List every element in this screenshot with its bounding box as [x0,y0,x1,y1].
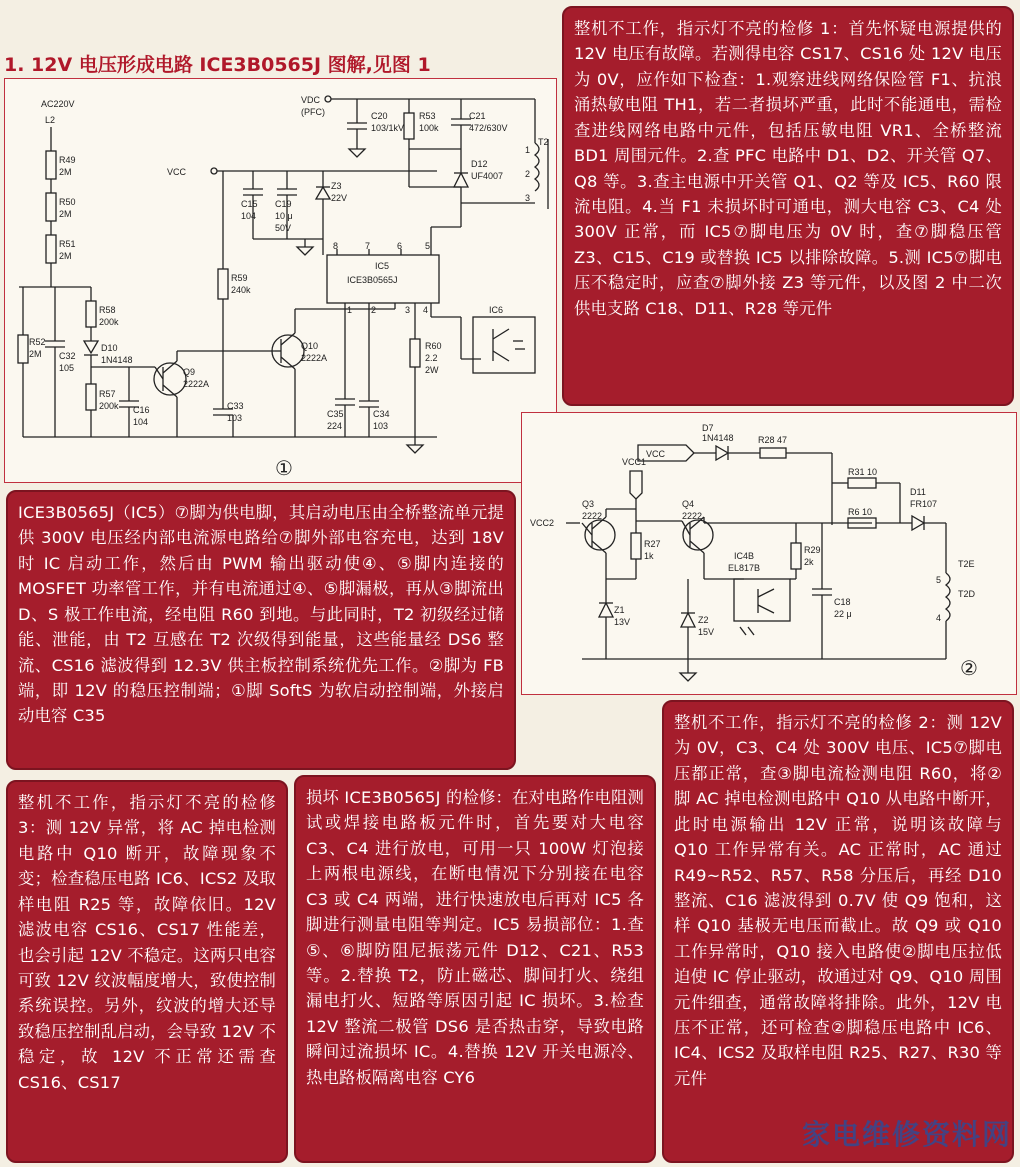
label-r29: R29 [804,545,821,555]
figure-1-schematic [5,79,558,484]
label-r49: R49 [59,155,76,165]
label-r31: R31 10 [848,467,878,477]
principle-note [6,490,516,770]
label-c19-value-1: 10 μ [275,211,293,221]
label-r50: R50 [59,197,76,207]
label-d7-value: 1N4148 [702,433,734,443]
figure-2-circuit [521,412,1017,695]
label-r60-value-1: 2.2 [425,353,438,363]
label-ic5-pin4: 4 [423,305,429,315]
label-ic5-pin8: 8 [333,241,339,251]
label-c35: C35 [327,409,344,419]
principle-note-text: ICE3B0565J（IC5）⑦脚为供电脚，其启动电压由全桥整流单元提供 300V 电压经内部电流源电路给⑦脚外部电容充电，达到 18V 时 IC 启动工作，然后由 PWM 输出驱动使④、⑤脚内连接的 MOSFET 功率管工作，并有电流通过④、⑤脚漏极，再从③脚流出 D、S 极工作电流，经电阻 R60 到地。与此同时，T2 初级经过储能、泄能，由 T2 互感在 T2 次级得到能量，这些能量经 DS6 整流、CS16 滤波得到 12.3V 供主板控制系统优先工作。②脚为 FB 端，即 12V 的稳压控制端；①脚 SoftS 为软启动控制端，外接启动电容 C35 [18,503,504,726]
label-t2-pin1: 1 [525,145,531,155]
label-z2-value: 15V [698,627,715,637]
label-r60-value-2: 2W [425,365,439,375]
label-ic5-pin5: 5 [425,241,431,251]
label-ic4b: IC4B [734,551,755,561]
repair-note-1 [562,6,1014,406]
repair-note-1-text: 整机不工作，指示灯不亮的检修 1：首先怀疑电源提供的 12V 电压有故障。若测得电容 CS17、CS16 处 12V 电压为 0V，应作如下检查：1.观察进线网络保险管 F1、抗浪涌热敏电阻 TH1，若二者损坏严重，此时不能通电，需检查进线网络电路中元件，包括压敏电阻 VR1、全桥整流 BD1 周围元件。2.查 PFC 电路中 D1、D2、开关管 Q7、Q8 等。3.查主电源中开关管 Q1、Q2 等及 IC5、R60 限流电阻。4.当 F1 未损坏时可通电，测大电容 C3、C4 处 300V 正常，而 IC5⑦脚电压为 0V 时，查⑦脚稳压管 Z3、C15、C19 或替换 IC5 以排除故障。5.测 IC5⑦脚电压不稳定时，应查⑦脚外接 Z3 等元件，以及图 2 中二次供电支路 C18、D11、R28 等元件 [574,19,1002,318]
label-r52-value: 2M [29,349,42,359]
label-ic6: IC6 [489,305,504,315]
label-d11: D11 [910,487,926,497]
label-l2: L2 [45,115,56,125]
label-ic5-pin1: 1 [347,305,353,315]
label-t2d: T2D [958,589,976,599]
label-z3: Z3 [331,181,342,191]
label-r57-value: 200k [99,401,119,411]
label-r50-value: 2M [59,209,72,219]
label-ic5-value: ICE3B0565J [347,275,398,285]
label-d12: D12 [471,159,488,169]
label-r6: R6 10 [848,507,873,517]
label-c21-value: 472/630V [469,123,508,133]
figure-1-circuit [4,78,557,483]
label-q3-value: 2222 [582,511,603,521]
label-c33-value: 103 [227,413,243,423]
label-z1-value: 13V [614,617,631,627]
damage-repair-note-text: 损坏 ICE3B0565J 的检修：在对电路作电阻测试或焊接电路板元件时，首先要对大电容 C3、C4 进行放电，可用一只 100W 灯泡接上两根电源线，在断电情况下分别接在电容 C3 或 C4 两端，进行快速放电后再对 IC5 各脚进行测量电阻等判定。IC5 易损部位：1.查⑤、⑥脚防阻尼振荡元件 D12、C21、R53 等。2.替换 T2，防止磁芯、脚间打火、绕组漏电打火、短路等原因引起 IC 损坏。3.检查 12V 整流二极管 DS6 是否热击穿，导致电路瞬间过流损坏 IC。4.替换 12V 开关电源冷、热电路板隔离电容 CY6 [306,788,644,1087]
label-q10: Q10 [301,341,319,351]
label-q10-value: 2222A [301,353,328,363]
page-heading: 1. 12V 电压形成电路 ICE3B0565J 图解,见图 1 [4,54,431,76]
label-c15: C15 [241,199,258,209]
label-r52: R52 [29,337,46,347]
label-c20-value: 103/1kV [371,123,405,133]
label-d10: D10 [101,343,118,353]
label-q4: Q4 [682,499,695,509]
label-t2-pin4: 4 [936,613,942,623]
label-r59: R59 [231,273,248,283]
label-c19-value-2: 50V [275,223,292,233]
label-ic5-pin6: 6 [397,241,403,251]
label-t2: T2 [538,137,549,147]
label-c15-value: 104 [241,211,257,221]
label-c32: C32 [59,351,76,361]
label-c33: C33 [227,401,244,411]
damage-repair-note [294,775,656,1163]
repair-note-3-text: 整机不工作，指示灯不亮的检修 3：测 12V 异常，将 AC 掉电检测电路中 Q10 断开，故障现象不变；检查稳压电路 IC6、ICS2 及取样电阻 R25 等，故障依旧。12V 滤波电容 CS16、CS17 性能差，也会引起 12V 不稳定。这两只电容可致 12V 纹波幅度增大，致使控制系统误控。另外，纹波的增大还导致稳压控制乱启动，会导致 12V 不稳定，故 12V 不正常还需查 CS16、CS17 [18,793,276,1092]
figure-2-schematic [522,413,1018,696]
label-q4-value: 2222 [682,511,703,521]
label-c16-value: 104 [133,417,149,427]
site-watermark: 家电维修资料网 [801,1118,1012,1151]
figure-1-number: ① [275,458,293,480]
label-q9: Q9 [183,367,196,377]
label-r58: R58 [99,305,116,315]
label-fig2-vcc: VCC [646,449,666,459]
label-ic5: IC5 [375,261,390,271]
label-q9-value: 2222A [183,379,210,389]
label-r29-value: 2k [804,557,814,567]
label-t2-pin5: 5 [936,575,942,585]
label-r59-value: 240k [231,285,251,295]
label-vcc: VCC [167,167,187,177]
label-vcc2: VCC2 [530,518,555,528]
label-c16: C16 [133,405,150,415]
label-c35-value: 224 [327,421,343,431]
label-d11-value: FR107 [910,499,938,509]
repair-note-3 [6,780,288,1163]
label-r51-value: 2M [59,251,72,261]
label-r53: R53 [419,111,436,121]
label-r27-value: 1k [644,551,654,561]
label-t2e: T2E [958,559,975,569]
label-pfc: (PFC) [301,107,325,117]
label-r53-value: 100k [419,123,439,133]
label-t2-pin2: 2 [525,169,531,179]
label-q3: Q3 [582,499,595,509]
label-ac220v: AC220V [41,99,75,109]
label-t2-pin3: 3 [525,193,531,203]
label-c32-value: 105 [59,363,75,373]
label-r49-value: 2M [59,167,72,177]
label-c34-value: 103 [373,421,389,431]
label-c18-value: 22 μ [834,609,852,619]
label-c21: C21 [469,111,486,121]
label-c18: C18 [834,597,851,607]
label-c19: C19 [275,199,292,209]
figure-2-number: ② [960,658,978,680]
label-ic5-pin2: 2 [371,305,377,315]
label-z2: Z2 [698,615,709,625]
repair-note-2 [662,700,1014,1163]
label-ic4b-value: EL817B [728,563,761,573]
label-r57: R57 [99,389,116,399]
label-z1: Z1 [614,605,625,615]
repair-note-2-text: 整机不工作，指示灯不亮的检修 2：测 12V 为 0V，C3、C4 处 300V 电压、IC5⑦脚电压都正常，查③脚电流检测电阻 R60，将②脚 AC 掉电检测电路中 Q10 从电路中断开，此时电源输出 12V 正常，说明该故障与 Q10 工作异常有关。AC 正常时，AC 通过 R49~R52、R57、R58 分压后，再经 D10 整流、C16 滤波得到 0.7V 使 Q9 饱和，这样 Q10 基极无电压而截止。故 Q9 或 Q10 工作异常时，Q10 接入电路使②脚电压拉低迫使 IC 停止驱动，故通过对 Q9、Q10 周围元件细查，通常故障将排除。此外，12V 电压不正常，还可检查②脚稳压电路中 IC6、IC4、ICS2 及取样电阻 R25、R27、R30 等元件 [674,713,1002,1088]
label-ic5-pin7: 7 [365,241,371,251]
label-vdc: VDC [301,95,321,105]
label-r27: R27 [644,539,661,549]
label-c20: C20 [371,111,388,121]
label-c34: C34 [373,409,390,419]
label-r28: R28 47 [758,435,788,445]
label-z3-value: 22V [331,193,348,203]
label-r58-value: 200k [99,317,119,327]
label-d12-value: UF4007 [471,171,504,181]
label-r51: R51 [59,239,76,249]
label-d7: D7 [702,423,714,433]
label-r60: R60 [425,341,442,351]
label-ic5-pin3: 3 [405,305,411,315]
label-vcc1: VCC1 [622,457,647,467]
label-d10-value: 1N4148 [101,355,133,365]
